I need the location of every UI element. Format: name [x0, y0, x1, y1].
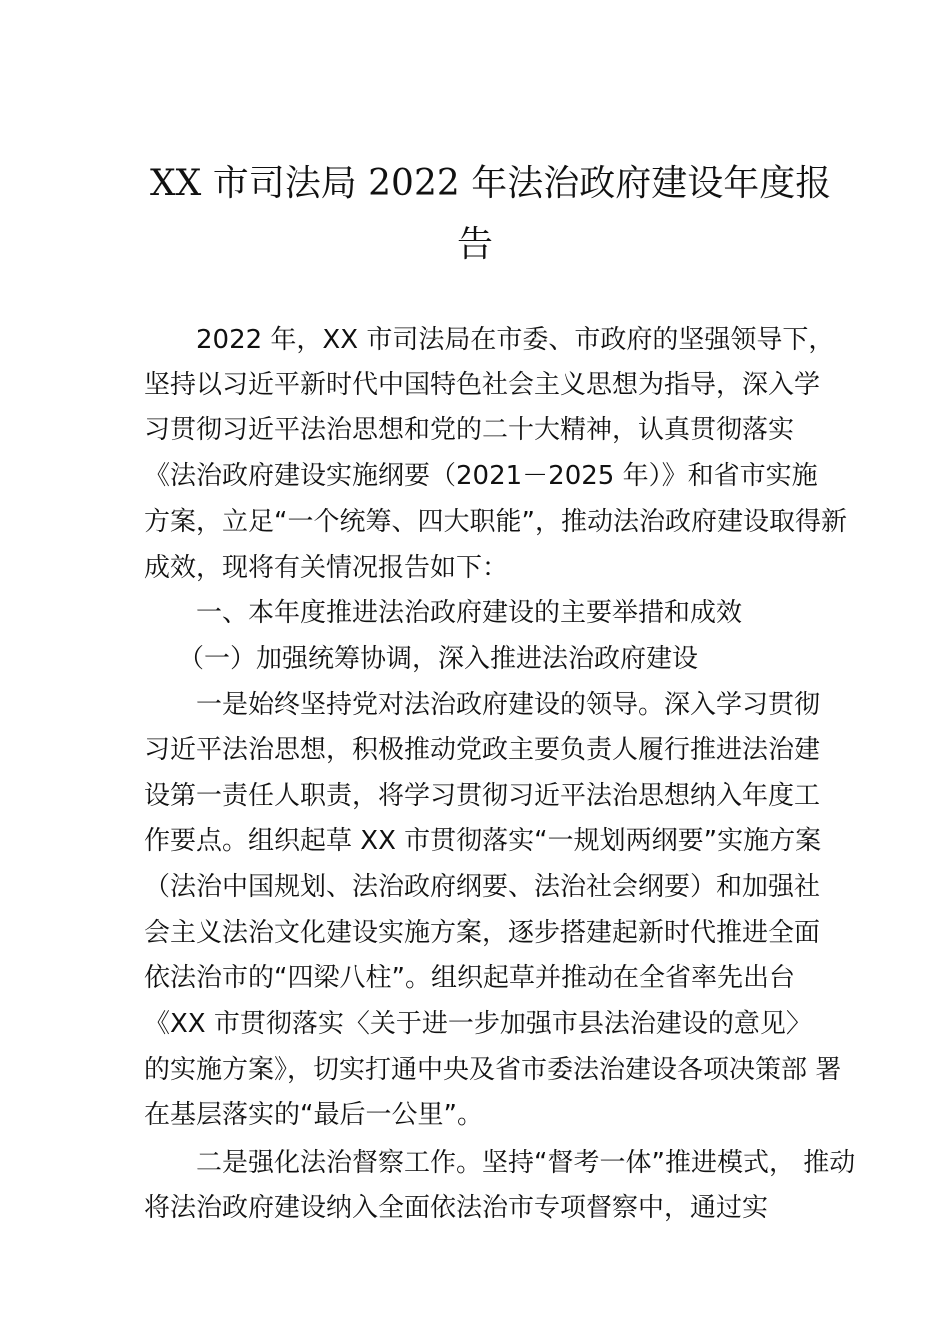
- document-title-line-1: XX 市司法局 2022 年法治政府建设年度报: [150, 163, 832, 204]
- paragraph-line: 成效，现将有关情况报告如下：: [144, 553, 509, 583]
- paragraph-line: 方案，立足“一个统筹、四大职能”，推动法治政府建设取得新: [144, 507, 847, 537]
- paragraph-line: 一是始终坚持党对法治政府建设的领导。深入学习贯彻: [196, 690, 821, 720]
- paragraph-line: 二是强化法治督察工作。坚持“督考一体”推进模式， 推动: [196, 1148, 856, 1178]
- paragraph-line: （法治中国规划、法治政府纲要、法治社会纲要）和加强社: [144, 872, 821, 902]
- subsection-heading: （一）加强统筹协调，深入推进法治政府建设: [178, 644, 699, 674]
- section-heading: 一、本年度推进法治政府建设的主要举措和成效: [196, 598, 743, 628]
- paragraph-line: 的实施方案》，切实打通中央及省市委法治建设各项决策部 署: [144, 1055, 842, 1085]
- paragraph-line: 作要点。组织起草 XX 市贯彻落实“一规划两纲要”实施方案: [144, 826, 822, 856]
- paragraph-line: 《法治政府建设实施纲要（2021－2025 年）》和省市实施: [144, 461, 818, 491]
- paragraph-line: 在基层落实的“最后一公里”。: [144, 1100, 483, 1130]
- paragraph-line: 将法治政府建设纳入全面依法治市专项督察中，通过实: [144, 1193, 769, 1223]
- paragraph-line: 坚持以习近平新时代中国特色社会主义思想为指导，深入学: [144, 370, 821, 400]
- paragraph-line: 设第一责任人职责，将学习贯彻习近平法治思想纳入年度工: [144, 781, 821, 811]
- paragraph-line: 《XX 市贯彻落实〈关于进一步加强市县法治建设的意见〉: [144, 1009, 812, 1039]
- document-title-line-2: 告: [456, 224, 493, 265]
- paragraph-line: 2022 年，XX 市司法局在市委、市政府的坚强领导下，: [196, 325, 835, 355]
- paragraph-line: 依法治市的“四梁八柱”。组织起草并推动在全省率先出台: [144, 963, 795, 993]
- paragraph-line: 会主义法治文化建设实施方案，逐步搭建起新时代推进全面: [144, 918, 821, 948]
- paragraph-line: 习近平法治思想，积极推动党政主要负责人履行推进法治建: [144, 735, 821, 765]
- paragraph-line: 习贯彻习近平法治思想和党的二十大精神，认真贯彻落实: [144, 415, 795, 445]
